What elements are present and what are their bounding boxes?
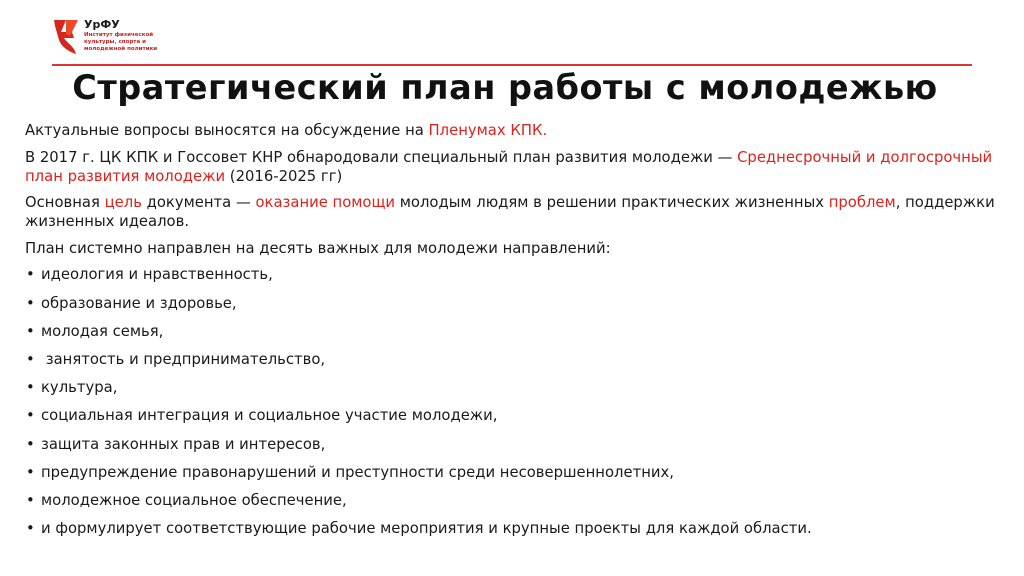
- highlight-text: Среднесрочный и долгосрочный план развития молодежи: [25, 148, 993, 185]
- list-item-text: социальная интеграция и социальное участие молодежи,: [41, 407, 498, 425]
- bullet-dot-icon: •: [26, 266, 35, 284]
- bullet-dot-icon: •: [26, 350, 35, 368]
- list-item: [25, 463, 1000, 482]
- highlight-text: Пленумах КПК.: [428, 122, 548, 139]
- bullet-dot-icon: •: [26, 463, 35, 481]
- list-item: [25, 294, 1000, 313]
- slide-content: [25, 121, 1000, 547]
- paragraph: [25, 148, 1000, 186]
- list-item-text: занятость и предпринимательство,: [41, 350, 326, 368]
- list-item: [25, 519, 1000, 538]
- paragraphs: [25, 121, 1000, 258]
- body-text: молодым людям в решении практических жизненных: [395, 194, 829, 212]
- urfu-logo: [52, 18, 182, 58]
- body-text: Актуальные вопросы выносятся на обсуждение на: [25, 122, 429, 139]
- list-item-text: молодежное социальное обеспечение,: [41, 491, 347, 509]
- bullet-dot-icon: •: [26, 520, 35, 538]
- bullet-dot-icon: •: [26, 407, 35, 425]
- bullet-dot-icon: •: [26, 435, 35, 453]
- body-text: документа —: [141, 194, 256, 212]
- list-item-text: образование и здоровье,: [41, 294, 237, 312]
- body-text: План системно направлен на десять важных для молодежи направлений:: [25, 239, 611, 257]
- logo-subtitle: Институт физической культуры, спорта и молодежной политики: [84, 32, 158, 52]
- list-item-text: предупреждение правонарушений и преступности среди несовершеннолетних,: [41, 463, 674, 481]
- body-text: Основная: [25, 194, 105, 212]
- paragraph: [25, 193, 1000, 231]
- list-item-text: молодая семья,: [41, 322, 164, 340]
- bullet-dot-icon: •: [26, 294, 35, 312]
- list-item-text: идеология и нравственность,: [41, 266, 273, 284]
- title-divider: [52, 64, 972, 66]
- highlight-text: проблем: [828, 194, 896, 212]
- logo-brand: УрФУ: [84, 18, 120, 31]
- list-item-text: и формулирует соответствующие рабочие мероприятия и крупные проекты для каждой области.: [41, 520, 812, 538]
- list-item: [25, 435, 1000, 454]
- body-text: (2016-2025 гг): [225, 167, 343, 185]
- body-text: , поддержки жизненных идеалов.: [25, 194, 995, 231]
- list-item: [25, 322, 1000, 341]
- list-item: [25, 406, 1000, 425]
- bullet-dot-icon: •: [26, 379, 35, 397]
- list-item: [25, 265, 1000, 284]
- list-item: [25, 350, 1000, 369]
- paragraph: [25, 121, 1000, 140]
- highlight-text: оказание помощи: [255, 194, 396, 212]
- bullet-list: [25, 265, 1000, 538]
- list-item-text: культура,: [41, 379, 118, 397]
- body-text: В 2017 г. ЦК КПК и Госсовет КНР обнародовали специальный план развития молодежи —: [25, 148, 738, 166]
- page-title: Стратегический план работы с молодежью: [72, 68, 938, 107]
- bullet-dot-icon: •: [26, 491, 35, 509]
- list-item-text: защита законных прав и интересов,: [41, 435, 326, 453]
- paragraph: [25, 239, 1000, 258]
- list-item: [25, 491, 1000, 510]
- urfu-emblem-icon: [52, 18, 80, 58]
- list-item: [25, 378, 1000, 397]
- highlight-text: цель: [104, 194, 142, 212]
- bullet-dot-icon: •: [26, 322, 35, 340]
